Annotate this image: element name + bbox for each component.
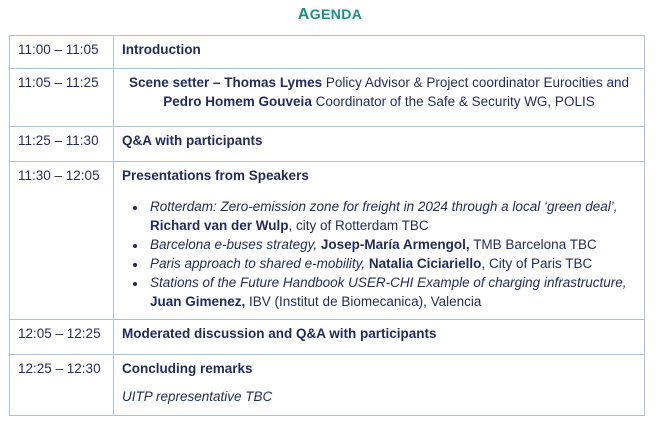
speaker-affiliation: IBV (Institut de Biomecanica), Valencia xyxy=(245,294,482,309)
table-row xyxy=(10,127,645,162)
setter-label: Scene setter – Thomas Lymes xyxy=(129,75,323,90)
list-item xyxy=(147,235,636,254)
setter-text: Policy Advisor & Project coordinator Eurocities and xyxy=(322,75,629,90)
table-row xyxy=(10,320,645,355)
time-cell: 12:25 – 12:30 xyxy=(10,355,114,416)
speaker-name: Richard van der Wulp xyxy=(150,218,289,233)
time-cell: 11:30 – 12:05 xyxy=(10,162,114,320)
time-cell: 11:25 – 11:30 xyxy=(10,127,114,162)
speaker-affiliation: , City of Paris TBC xyxy=(481,256,593,271)
scene-setter xyxy=(122,73,636,111)
speaker-affiliation: TMB Barcelona TBC xyxy=(469,237,597,252)
session-title: Q&A with participants xyxy=(114,127,645,162)
session-note: UITP representative TBC xyxy=(122,389,273,404)
setter-text: Coordinator of the Safe & Security WG, POLIS xyxy=(311,94,595,109)
speaker-affiliation: , city of Rotterdam TBC xyxy=(288,218,429,233)
list-item xyxy=(147,254,636,273)
talk-topic: Rotterdam: Zero-emission zone for freight in 2024 through a local ‘green deal’, xyxy=(150,199,618,214)
speaker-list xyxy=(122,197,636,311)
table-row xyxy=(10,69,645,127)
time-cell: 12:05 – 12:25 xyxy=(10,320,114,355)
speaker-name: Natalia Ciciariello xyxy=(368,256,482,271)
setter-name: Pedro Homem Gouveia xyxy=(163,94,312,109)
time-cell: 11:05 – 11:25 xyxy=(10,69,114,127)
session-title: Presentations from Speakers xyxy=(122,168,309,183)
list-item xyxy=(147,273,636,311)
session-title: Moderated discussion and Q&A with participants xyxy=(114,320,645,355)
agenda-title: AGENDA xyxy=(297,6,363,23)
table-row xyxy=(10,162,645,320)
table-row xyxy=(10,36,645,69)
talk-topic: Paris approach to shared e-mobility, xyxy=(150,256,366,271)
agenda-table xyxy=(9,35,645,416)
talk-topic: Stations of the Future Handbook USER-CHI Example of charging infrastructure, xyxy=(150,275,627,290)
session-title: Introduction xyxy=(114,36,645,69)
session-content xyxy=(114,69,645,127)
session-title: Concluding remarks xyxy=(122,361,253,376)
speaker-name: Juan Gimenez, xyxy=(150,294,246,309)
list-item xyxy=(147,197,636,235)
speaker-name: Josep-María Armengol, xyxy=(320,237,470,252)
talk-topic: Barcelona e-buses strategy, xyxy=(150,237,318,252)
session-content xyxy=(114,355,645,416)
table-row xyxy=(10,355,645,416)
time-cell: 11:00 – 11:05 xyxy=(10,36,114,69)
session-content xyxy=(114,162,645,320)
